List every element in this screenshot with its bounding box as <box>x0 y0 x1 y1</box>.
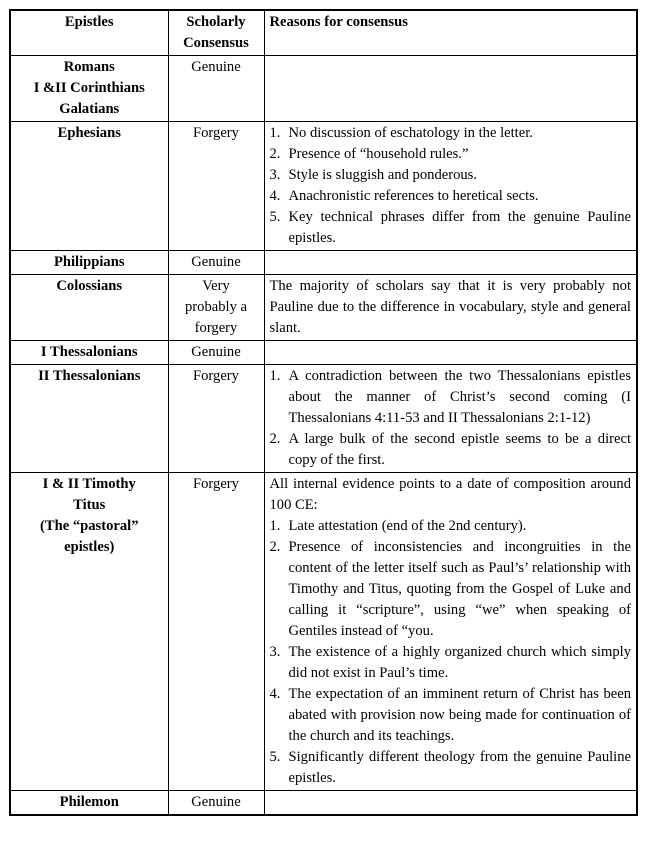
reason-number: 1. <box>269 125 281 141</box>
reason-number: 4. <box>269 686 281 702</box>
epistle-name-line: I & II Timothy <box>42 476 136 492</box>
reason-item <box>270 144 632 165</box>
reason-text: A large bulk of the second epistle seems to be a direct copy of the first. <box>288 431 631 468</box>
consensus-cell <box>168 341 264 365</box>
reason-list <box>270 123 632 249</box>
epistle-name-line: Romans <box>63 59 115 75</box>
reason-number: 2. <box>269 146 281 162</box>
reasons-cell <box>264 473 637 791</box>
reason-text: The expectation of an imminent return of Christ has been abated with provision now being made for continuation of the church and its teachings. <box>288 686 631 744</box>
reason-item <box>270 642 632 684</box>
reasons-cell <box>264 122 637 251</box>
header-consensus-line1: Scholarly <box>186 14 246 30</box>
reason-list <box>270 516 632 789</box>
epistle-name-line: Philippians <box>53 254 125 270</box>
reasons-cell <box>264 365 637 473</box>
reasons-cell <box>264 56 637 122</box>
table-row <box>10 473 637 791</box>
reason-text: A contradiction between the two Thessalonians epistles about the manner of Christ’s second coming (I Thessalonians 4:11-53 and II Thessalonians 2:1-12) <box>288 368 631 426</box>
reason-number: 2. <box>269 539 281 555</box>
reason-number: 2. <box>269 431 281 447</box>
consensus-cell <box>168 473 264 791</box>
consensus-cell <box>168 365 264 473</box>
consensus-line: forgery <box>194 320 238 336</box>
reasons-cell <box>264 275 637 341</box>
reason-text: Key technical phrases differ from the genuine Pauline epistles. <box>288 209 631 246</box>
table-row <box>10 341 637 365</box>
epistle-name-line: Galatians <box>59 101 120 117</box>
table-body <box>10 56 637 816</box>
epistle-name-line: (The “pastoral” <box>39 518 139 534</box>
reason-text: No discussion of eschatology in the letter. <box>288 125 533 141</box>
reasons-cell <box>264 251 637 275</box>
reason-item <box>270 165 632 186</box>
reason-text: Significantly different theology from the genuine Pauline epistles. <box>288 749 631 786</box>
epistle-name-line: Ephesians <box>57 125 121 141</box>
header-consensus <box>168 10 264 56</box>
reason-number: 1. <box>269 518 281 534</box>
reason-text: Anachronistic references to heretical sects. <box>288 188 539 204</box>
consensus-cell <box>168 56 264 122</box>
consensus-line: Forgery <box>193 125 239 141</box>
reason-item <box>270 207 632 249</box>
reason-list <box>270 366 632 471</box>
reason-text: Style is sluggish and ponderous. <box>288 167 478 183</box>
header-epistles: Epistles <box>10 10 168 56</box>
reason-paragraph: The majority of scholars say that it is very probably not Pauline due to the difference in vocabulary, style and general slant. <box>269 278 631 336</box>
header-row <box>10 10 637 56</box>
reason-item <box>270 684 632 747</box>
epistle-name-line: epistles) <box>64 539 115 555</box>
epistle-cell <box>10 341 168 365</box>
epistle-name-line: Philemon <box>59 794 119 810</box>
reason-item <box>270 537 632 642</box>
reason-text: Presence of “household rules.” <box>288 146 469 162</box>
reasons-cell <box>264 791 637 816</box>
epistle-cell <box>10 365 168 473</box>
consensus-line: Genuine <box>191 794 241 810</box>
consensus-cell <box>168 122 264 251</box>
reasons-cell <box>264 341 637 365</box>
consensus-line: Forgery <box>193 476 239 492</box>
consensus-line: Genuine <box>191 344 241 360</box>
reason-item <box>270 366 632 429</box>
reason-number: 1. <box>269 368 281 384</box>
consensus-line: probably a <box>184 299 247 315</box>
consensus-cell <box>168 791 264 816</box>
epistle-cell <box>10 791 168 816</box>
consensus-cell <box>168 275 264 341</box>
reason-item <box>270 123 632 144</box>
epistle-cell <box>10 251 168 275</box>
consensus-line: Forgery <box>193 368 239 384</box>
epistle-name-line: Titus <box>73 497 106 513</box>
reason-text: The existence of a highly organized church which simply did not exist in Paul’s time. <box>288 644 631 681</box>
reason-item <box>270 186 632 207</box>
table-row <box>10 122 637 251</box>
epistle-cell <box>10 275 168 341</box>
epistle-cell <box>10 56 168 122</box>
reason-number: 3. <box>269 167 281 183</box>
epistle-name-line: I Thessalonians <box>40 344 138 360</box>
epistle-name-line: II Thessalonians <box>38 368 141 384</box>
reason-number: 3. <box>269 644 281 660</box>
reason-text: Late attestation (end of the 2nd century). <box>288 518 527 534</box>
epistles-table <box>9 9 638 816</box>
consensus-line: Genuine <box>191 254 241 270</box>
table-row <box>10 251 637 275</box>
consensus-cell <box>168 251 264 275</box>
epistle-name-line: I &II Corinthians <box>33 80 145 96</box>
reason-number: 4. <box>269 188 281 204</box>
reason-number: 5. <box>269 209 281 225</box>
reason-text: Presence of inconsistencies and incongruities in the content of the letter itself such as Paul’s’ relationship with Timothy and Titus, quoting from the Gospel of Luke and calling it “scripture”, using “we” when speaking of Gentiles instead of “you. <box>288 539 631 639</box>
reason-paragraph: All internal evidence points to a date of composition around 100 CE: <box>269 476 631 513</box>
consensus-line: Very <box>202 278 230 294</box>
header-reasons: Reasons for consensus <box>264 10 637 56</box>
epistle-name-line: Colossians <box>56 278 123 294</box>
reason-item <box>270 516 632 537</box>
epistle-cell <box>10 122 168 251</box>
table-row <box>10 275 637 341</box>
consensus-line: Genuine <box>191 59 241 75</box>
reason-item <box>270 747 632 789</box>
header-consensus-line2: Consensus <box>183 35 249 51</box>
table-row <box>10 791 637 816</box>
table-row <box>10 56 637 122</box>
epistle-cell <box>10 473 168 791</box>
reason-item <box>270 429 632 471</box>
reason-number: 5. <box>269 749 281 765</box>
table-row <box>10 365 637 473</box>
